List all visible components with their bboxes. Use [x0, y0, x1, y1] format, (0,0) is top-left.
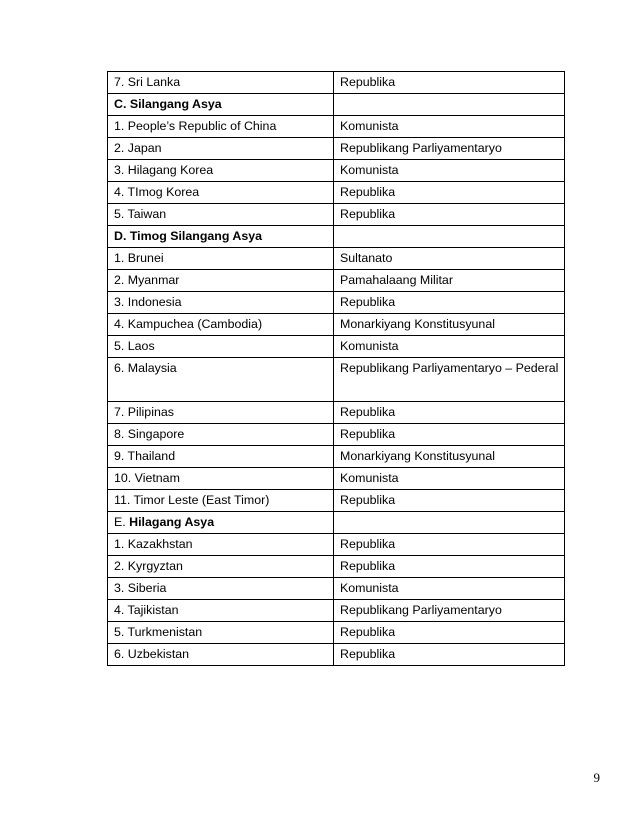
- government-cell: Republika: [334, 182, 565, 204]
- table-row: [108, 446, 565, 468]
- government-cell: Republikang Parliyamentaryo: [334, 138, 565, 160]
- government-cell: Komunista: [334, 578, 565, 600]
- government-cell: Republika: [334, 556, 565, 578]
- table-row: [108, 72, 565, 94]
- section-heading: C. Silangang Asya: [108, 94, 334, 116]
- country-cell: 9. Thailand: [108, 446, 334, 468]
- government-cell: Republika: [334, 424, 565, 446]
- table-row: [108, 644, 565, 666]
- government-cell: Komunista: [334, 468, 565, 490]
- section-prefix: E.: [114, 515, 130, 529]
- table-row: [108, 424, 565, 446]
- country-cell: 4. Tajikistan: [108, 600, 334, 622]
- table-row: [108, 578, 565, 600]
- government-cell: Pamahalaang Militar: [334, 270, 565, 292]
- government-cell: Komunista: [334, 160, 565, 182]
- table-row: [108, 314, 565, 336]
- table-row: [108, 358, 565, 402]
- country-cell: 5. Taiwan: [108, 204, 334, 226]
- table-row: [108, 622, 565, 644]
- government-cell: Republika: [334, 622, 565, 644]
- government-cell: Republika: [334, 644, 565, 666]
- government-cell: Monarkiyang Konstitusyunal: [334, 446, 565, 468]
- country-cell: 3. Siberia: [108, 578, 334, 600]
- table-row: [108, 116, 565, 138]
- government-cell: [334, 358, 565, 402]
- country-cell: 2. Kyrgyztan: [108, 556, 334, 578]
- country-cell: 4. TImog Korea: [108, 182, 334, 204]
- table-row: [108, 468, 565, 490]
- table-row: [108, 336, 565, 358]
- government-cell: Republika: [334, 292, 565, 314]
- government-cell: Komunista: [334, 116, 565, 138]
- table-row: [108, 556, 565, 578]
- section-heading: D. Timog Silangang Asya: [108, 226, 334, 248]
- country-cell: 1. Kazakhstan: [108, 534, 334, 556]
- country-cell: 3. Hilagang Korea: [108, 160, 334, 182]
- country-cell: 5. Turkmenistan: [108, 622, 334, 644]
- table-row: [108, 490, 565, 512]
- government-cell: Republika: [334, 72, 565, 94]
- government-cell: Komunista: [334, 336, 565, 358]
- country-cell: 2. Myanmar: [108, 270, 334, 292]
- country-cell: 6. Malaysia: [108, 358, 334, 402]
- table-row: [108, 138, 565, 160]
- table-row: [108, 270, 565, 292]
- country-cell: 1. People’s Republic of China: [108, 116, 334, 138]
- table-row: [108, 160, 565, 182]
- country-cell: 5. Laos: [108, 336, 334, 358]
- country-cell: 4. Kampuchea (Cambodia): [108, 314, 334, 336]
- country-cell: 8. Singapore: [108, 424, 334, 446]
- government-cell: Republika: [334, 534, 565, 556]
- table-row: [108, 600, 565, 622]
- government-cell: Sultanato: [334, 248, 565, 270]
- government-cell: Republikang Parliyamentaryo: [334, 600, 565, 622]
- table-row: [108, 292, 565, 314]
- country-cell: 2. Japan: [108, 138, 334, 160]
- country-cell: 11. Timor Leste (East Timor): [108, 490, 334, 512]
- country-cell: 7. Pilipinas: [108, 402, 334, 424]
- country-cell: 1. Brunei: [108, 248, 334, 270]
- table-row: [108, 248, 565, 270]
- government-table: [107, 71, 565, 666]
- section-row: [108, 226, 565, 248]
- table-row: [108, 402, 565, 424]
- country-cell: 6. Uzbekistan: [108, 644, 334, 666]
- country-cell: 7. Sri Lanka: [108, 72, 334, 94]
- page-number: 9: [593, 770, 600, 785]
- table-row: [108, 534, 565, 556]
- section-row: [108, 94, 565, 116]
- table-row: [108, 182, 565, 204]
- section-row: [108, 512, 565, 534]
- table-row: [108, 204, 565, 226]
- government-cell: Republika: [334, 402, 565, 424]
- country-cell: 10. Vietnam: [108, 468, 334, 490]
- empty-cell: [334, 94, 565, 116]
- section-label: Hilagang Asya: [129, 515, 215, 529]
- country-cell: 3. Indonesia: [108, 292, 334, 314]
- government-text: Republikang Parliyamentaryo – Pederal: [340, 361, 559, 375]
- empty-cell: [334, 226, 565, 248]
- empty-cell: [334, 512, 565, 534]
- government-table-body: [108, 72, 565, 666]
- government-cell: Republika: [334, 490, 565, 512]
- government-cell: Monarkiyang Konstitusyunal: [334, 314, 565, 336]
- section-heading: [108, 512, 334, 534]
- government-cell: Republika: [334, 204, 565, 226]
